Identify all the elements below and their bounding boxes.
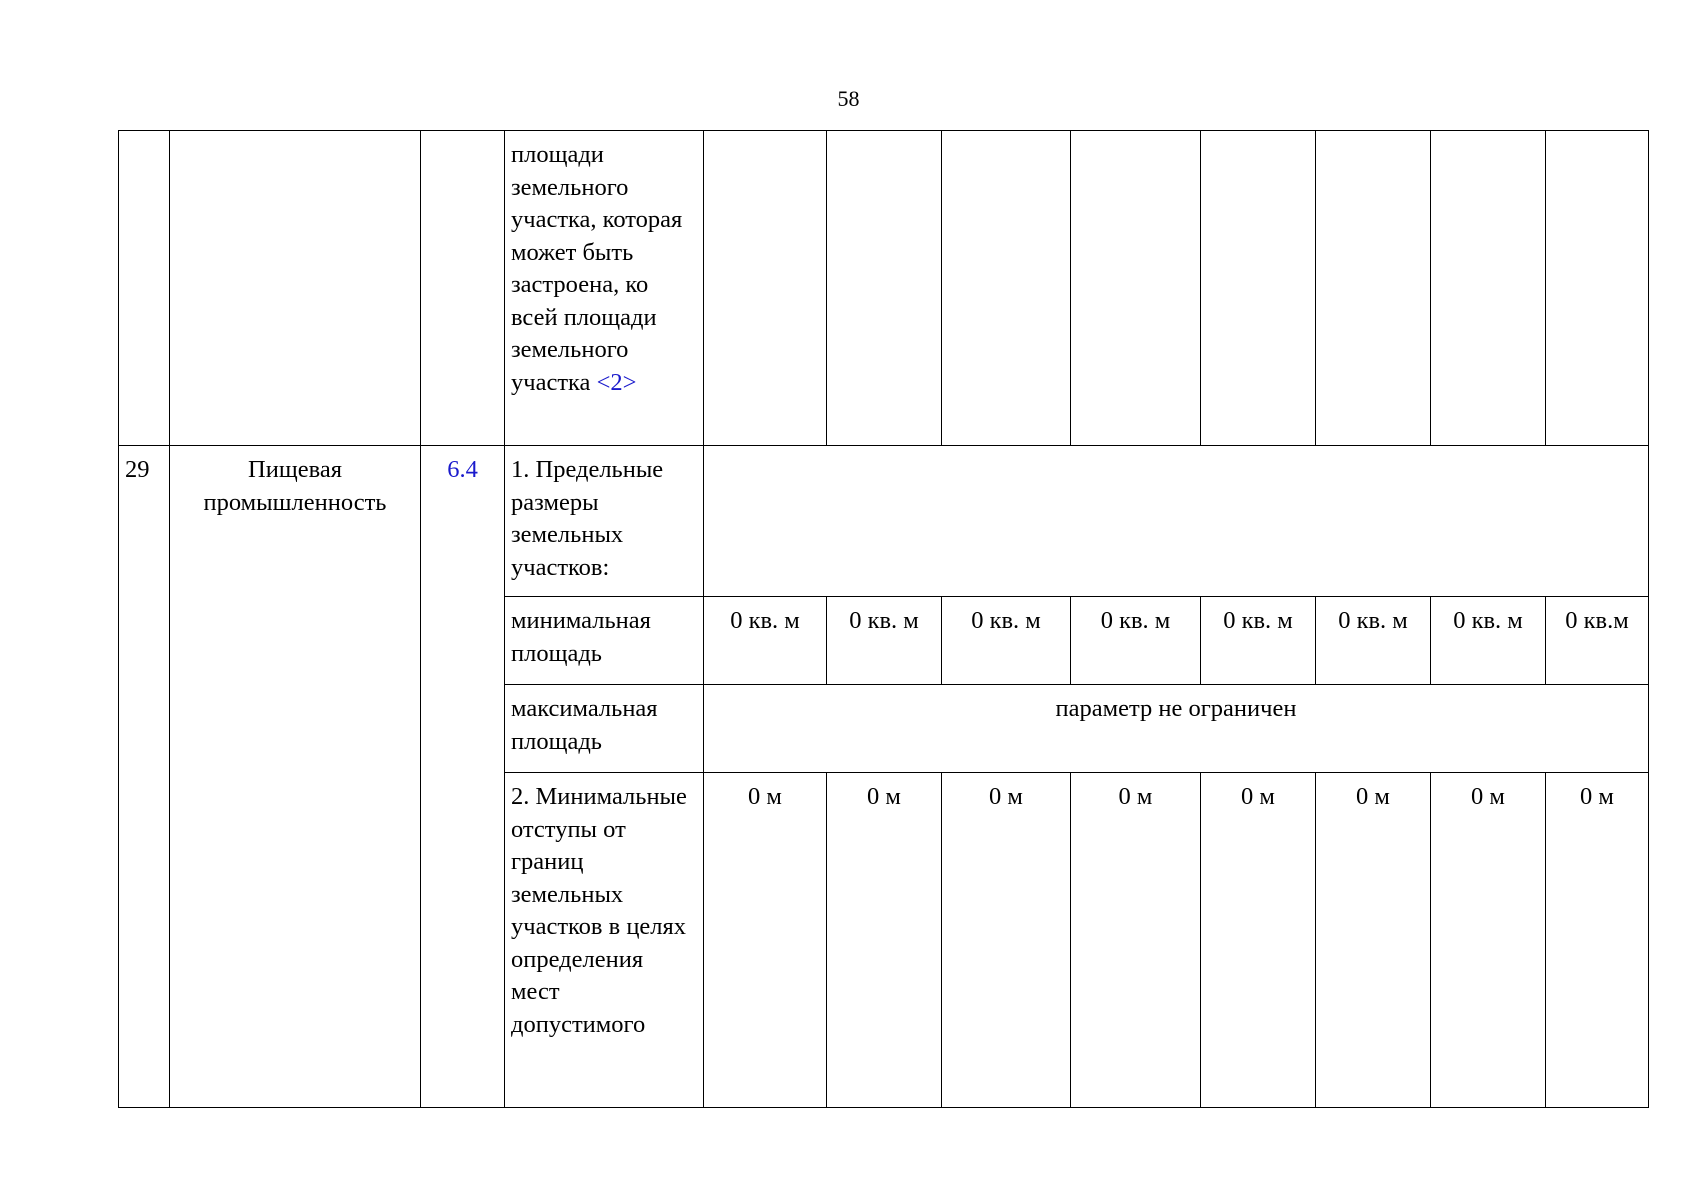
table-row-continuation — [119, 131, 1649, 446]
cell-min-area-value: 0 кв. м — [1316, 597, 1431, 685]
cell-row-number: 29 — [119, 446, 170, 1108]
cell-zone-empty — [1431, 131, 1546, 446]
cell-setbacks-label: 2. Минимальные отступы от границ земельных участков в целях определения мест допустимого — [505, 773, 704, 1108]
cell-min-area-value: 0 кв. м — [1071, 597, 1201, 685]
cell-setback-value: 0 м — [1431, 773, 1546, 1108]
cell-land-use-name: Пищевая промышленность — [170, 446, 421, 1108]
cell-setback-value: 0 м — [1546, 773, 1649, 1108]
cell-continuation-description — [505, 131, 704, 446]
cell-max-area-label: максимальная площадь — [505, 685, 704, 773]
cell-zone-empty — [1546, 131, 1649, 446]
footnote-link[interactable]: <2> — [596, 368, 637, 396]
cell-min-area-value: 0 кв. м — [942, 597, 1071, 685]
cell-min-area-value: 0 кв.м — [1546, 597, 1649, 685]
cell-zone-empty — [1316, 131, 1431, 446]
cell-min-area-value: 0 кв. м — [1431, 597, 1546, 685]
cell-name-empty — [170, 131, 421, 446]
page-number: 58 — [837, 86, 860, 111]
land-parameters-table — [118, 130, 1649, 1108]
cell-setback-value: 0 м — [942, 773, 1071, 1108]
cell-size-heading-blank — [704, 446, 1649, 597]
cell-min-area-value: 0 кв. м — [704, 597, 827, 685]
cell-zone-empty — [827, 131, 942, 446]
cell-setback-value: 0 м — [827, 773, 942, 1108]
cell-min-area-value: 0 кв. м — [1201, 597, 1316, 685]
cell-setback-value: 0 м — [704, 773, 827, 1108]
cell-number-empty — [119, 131, 170, 446]
continuation-text: площади земельного участка, которая может быть застроена, ко всей площади земельного участка — [511, 141, 683, 396]
cell-zone-empty — [704, 131, 827, 446]
cell-zone-empty — [942, 131, 1071, 446]
code-link[interactable]: 6.4 — [447, 456, 478, 483]
cell-land-use-code — [421, 446, 505, 1108]
cell-setback-value: 0 м — [1201, 773, 1316, 1108]
cell-max-area-value: параметр не ограничен — [704, 685, 1649, 773]
cell-zone-empty — [1201, 131, 1316, 446]
cell-zone-empty — [1071, 131, 1201, 446]
cell-min-area-label: минимальная площадь — [505, 597, 704, 685]
cell-setback-value: 0 м — [1071, 773, 1201, 1108]
cell-setback-value: 0 м — [1316, 773, 1431, 1108]
cell-code-empty — [421, 131, 505, 446]
table-row-29-size-heading — [119, 446, 1649, 597]
cell-size-heading: 1. Предельные размеры земельных участков: — [505, 446, 704, 597]
cell-min-area-value: 0 кв. м — [827, 597, 942, 685]
